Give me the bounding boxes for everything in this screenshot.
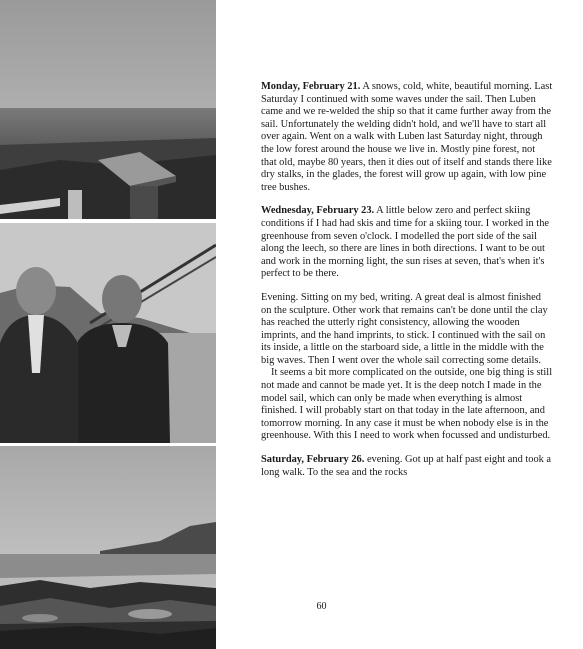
entry-text: A snows, cold, white, beautiful morning. Last Saturday I continued with some waves under the sail. Then Luben came and we re-welded the ship so that it came further away from the sail. Unfortunately the welding didn't hold, and we'll have to start all over again. Went on a walk with Luben last Saturday night, through the low forest around the house we live in. Mostly pine forest, not that old, maybe 80 years, then it dies out of itself and stands there like dry stalks, in the glades, the forest will grow up again, with low pine tree bushes. xyxy=(261,81,553,193)
diary-text xyxy=(261,81,553,490)
diary-paragraph xyxy=(261,367,553,443)
page-number: 60 xyxy=(316,601,327,612)
diary-entry xyxy=(261,81,553,194)
photo-column xyxy=(0,0,216,649)
diary-entry xyxy=(261,205,553,281)
rocky-shore-photo xyxy=(0,446,216,649)
entry-text: It seems a bit more complicated on the outside, one big thing is still not made and cannot be made yet. It is the deep notch I made in the model sail, which can only be made when everything is almost finished. I will probably start on that today in the late afternoon, and tomorrow morning. In any case it must be when nobody else is in the greenhouse. With this I need to work when focussed and undisturbed. xyxy=(261,367,553,442)
diary-entry xyxy=(261,292,553,368)
entry-text: evening. Got up at half past eight and took a long walk. To the sea and the rocks xyxy=(261,454,552,478)
coastline-fence-photo xyxy=(0,0,216,219)
entry-date: Saturday, February 26. xyxy=(261,454,365,466)
two-men-portrait-photo xyxy=(0,223,216,443)
diary-entry xyxy=(261,454,553,479)
entry-date: Monday, February 21. xyxy=(261,81,361,92)
entry-date: Wednesday, February 23. xyxy=(261,205,375,217)
entry-text: A little below zero and perfect skiing conditions if I had had skis and time for a skiing tour. I worked in the greenhouse from seven o'clock. I modelled the port side of the sail along the leech, so there are lines in both directions. I want to be out and work in the morning light, the sun rises at seven, that's when it's perfect to be there. xyxy=(261,205,549,280)
entry-text: Evening. Sitting on my bed, writing. A great deal is almost finished on the sculpture. Other work that remains can't be done until the clay has reached the utterly right consistency, allowing the wooden imprints, and the hand imprints, to stick. I continued with the sail on its inside, a little on the starboard side, a little in the middle with the big waves. Then I went over the whole sail correcting some details. xyxy=(261,291,548,366)
